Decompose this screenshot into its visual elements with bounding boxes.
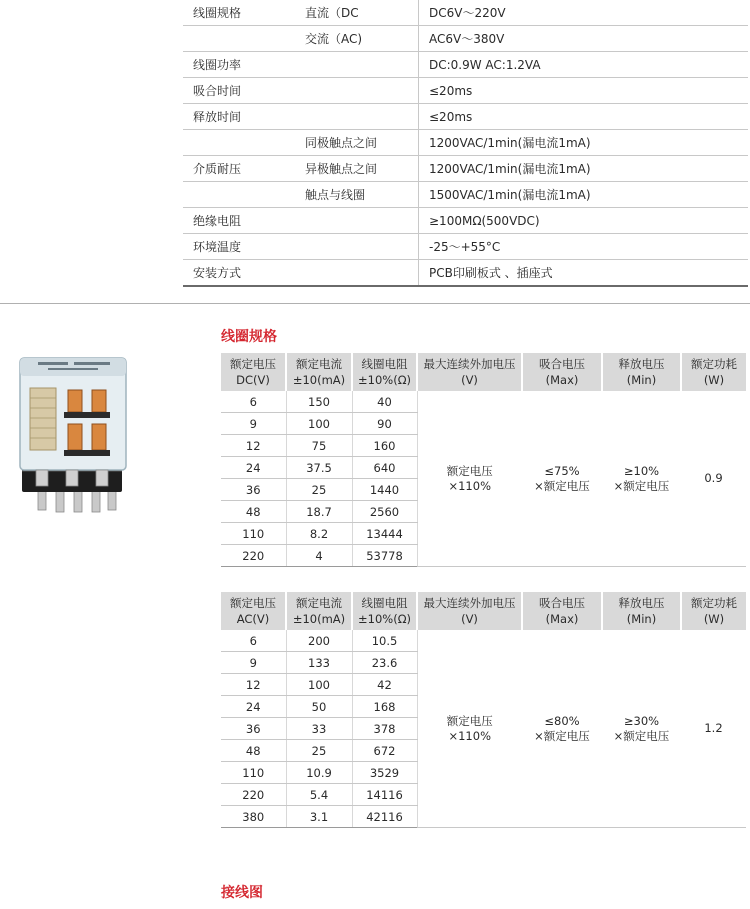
spec-sublabel: 同极触点之间 [295,130,419,156]
voltage-cell: 36 [221,479,286,501]
column-header: 吸合电压 (Max) [522,353,602,391]
spec-label: 线圈功率 [183,52,295,78]
relay-product-image [8,348,138,518]
spec-sublabel: 直流（DC [295,0,419,26]
voltage-cell: 6 [221,391,286,413]
column-header: 最大连续外加电压 (V) [417,592,522,630]
spec-sublabel: 异极触点之间 [295,156,419,182]
spec-row [183,0,748,26]
resistance-cell: 53778 [352,545,417,567]
section-divider [0,303,750,304]
voltage-cell: 24 [221,457,286,479]
resistance-cell: 42 [352,674,417,696]
spec-sublabel [295,52,419,78]
current-cell: 10.9 [286,762,352,784]
voltage-cell: 36 [221,718,286,740]
spec-row [183,130,748,156]
table-header-row [221,592,746,630]
column-header: 额定电压 AC(V) [221,592,286,630]
spec-value: AC6V～380V [419,26,749,52]
spec-sublabel [295,104,419,130]
max-voltage-cell: 额定电压 ×110% [417,391,522,567]
spec-label: 介质耐压 [183,156,295,182]
spec-value: ≤20ms [419,104,749,130]
spec-label: 释放时间 [183,104,295,130]
voltage-cell: 380 [221,806,286,828]
resistance-cell: 23.6 [352,652,417,674]
spec-sublabel [295,208,419,234]
column-header: 最大连续外加电压 (V) [417,353,522,391]
resistance-cell: 378 [352,718,417,740]
resistance-cell: 160 [352,435,417,457]
spec-row [183,26,748,52]
spec-row [183,182,748,208]
voltage-cell: 12 [221,674,286,696]
current-cell: 5.4 [286,784,352,806]
voltage-cell: 110 [221,762,286,784]
column-header: 额定功耗 (W) [681,353,746,391]
spec-row [183,52,748,78]
spec-sublabel: 交流（AC) [295,26,419,52]
table-row [221,630,746,652]
spec-value: DC6V～220V [419,0,749,26]
voltage-cell: 24 [221,696,286,718]
spec-value: ≤20ms [419,78,749,104]
resistance-cell: 672 [352,740,417,762]
voltage-cell: 48 [221,501,286,523]
spec-label: 安装方式 [183,260,295,287]
resistance-cell: 3529 [352,762,417,784]
spec-sublabel: 触点与线圈 [295,182,419,208]
voltage-cell: 9 [221,413,286,435]
resistance-cell: 40 [352,391,417,413]
spec-row [183,156,748,182]
resistance-cell: 90 [352,413,417,435]
dc-coil-table [221,353,746,567]
voltage-cell: 12 [221,435,286,457]
resistance-cell: 14116 [352,784,417,806]
spec-value: 1500VAC/1min(漏电流1mA) [419,182,749,208]
column-header: 额定电流 ±10(mA) [286,353,352,391]
resistance-cell: 42116 [352,806,417,828]
current-cell: 33 [286,718,352,740]
voltage-cell: 110 [221,523,286,545]
current-cell: 25 [286,740,352,762]
spec-sublabel [295,260,419,287]
resistance-cell: 640 [352,457,417,479]
spec-label: 吸合时间 [183,78,295,104]
spec-sublabel [295,78,419,104]
spec-table [183,0,748,287]
column-header: 额定电流 ±10(mA) [286,592,352,630]
resistance-cell: 168 [352,696,417,718]
column-header: 线圈电阻 ±10%(Ω) [352,592,417,630]
spec-row [183,104,748,130]
voltage-cell: 9 [221,652,286,674]
release-voltage-cell: ≥30% ×额定电压 [602,630,681,828]
column-header: 线圈电阻 ±10%(Ω) [352,353,417,391]
current-cell: 8.2 [286,523,352,545]
current-cell: 37.5 [286,457,352,479]
spec-label [183,26,295,52]
resistance-cell: 13444 [352,523,417,545]
spec-label: 绝缘电阻 [183,208,295,234]
coil-section-title: 线圈规格 [221,329,277,345]
spec-row [183,260,748,287]
table-row [221,391,746,413]
resistance-cell: 1440 [352,479,417,501]
current-cell: 18.7 [286,501,352,523]
ac-coil-table [221,592,746,828]
column-header: 额定电压 DC(V) [221,353,286,391]
current-cell: 100 [286,674,352,696]
release-voltage-cell: ≥10% ×额定电压 [602,391,681,567]
pickup-voltage-cell: ≤75% ×额定电压 [522,391,602,567]
voltage-cell: 220 [221,784,286,806]
spec-value: PCB印刷板式 、插座式 [419,260,749,287]
voltage-cell: 220 [221,545,286,567]
current-cell: 150 [286,391,352,413]
resistance-cell: 2560 [352,501,417,523]
column-header: 释放电压 (Min) [602,353,681,391]
current-cell: 25 [286,479,352,501]
current-cell: 50 [286,696,352,718]
voltage-cell: 48 [221,740,286,762]
spec-label [183,130,295,156]
current-cell: 3.1 [286,806,352,828]
current-cell: 100 [286,413,352,435]
table-header-row [221,353,746,391]
column-header: 额定功耗 (W) [681,592,746,630]
spec-value: -25～+55°C [419,234,749,260]
voltage-cell: 6 [221,630,286,652]
power-cell: 1.2 [681,630,746,828]
spec-value: DC:0.9W AC:1.2VA [419,52,749,78]
spec-sublabel [295,234,419,260]
max-voltage-cell: 额定电压 ×110% [417,630,522,828]
resistance-cell: 10.5 [352,630,417,652]
wiring-section-title: 接线图 [221,885,263,901]
current-cell: 133 [286,652,352,674]
spec-value: 1200VAC/1min(漏电流1mA) [419,130,749,156]
spec-value: ≥100MΩ(500VDC) [419,208,749,234]
spec-row [183,78,748,104]
current-cell: 200 [286,630,352,652]
spec-row [183,234,748,260]
pickup-voltage-cell: ≤80% ×额定电压 [522,630,602,828]
spec-value: 1200VAC/1min(漏电流1mA) [419,156,749,182]
spec-label: 环境温度 [183,234,295,260]
column-header: 释放电压 (Min) [602,592,681,630]
power-cell: 0.9 [681,391,746,567]
spec-row [183,208,748,234]
column-header: 吸合电压 (Max) [522,592,602,630]
current-cell: 75 [286,435,352,457]
spec-label [183,182,295,208]
current-cell: 4 [286,545,352,567]
spec-label: 线圈规格 [183,0,295,26]
